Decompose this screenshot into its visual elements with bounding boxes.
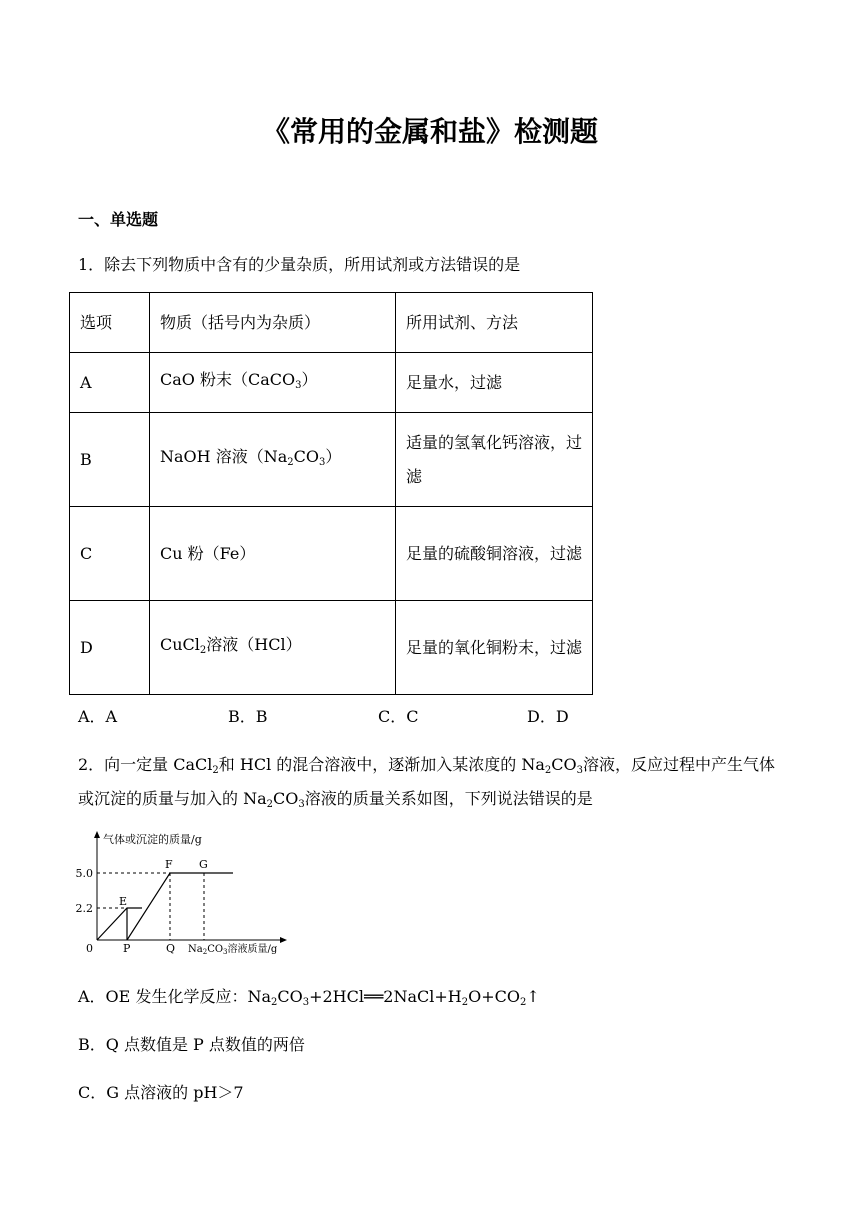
question-2-option-b[interactable]: B．Q 点数值是 P 点数值的两倍 [78,1035,305,1054]
table-row [70,413,593,507]
point-label-p: P [123,942,131,955]
answer-option-a[interactable]: A．A [78,707,118,726]
table-cell-method: 足量的氧化铜粉末，过滤 [396,601,593,695]
table-header-row [70,293,593,353]
question-2-option-c[interactable]: C．G 点溶液的 pH＞7 [78,1083,244,1102]
table-header-cell: 所用试剂、方法 [396,293,593,353]
point-label-f: F [165,858,173,871]
y-tick-5: 5.0 [75,867,93,880]
reaction-chart [70,828,310,958]
table-cell-substance: CaO 粉末（CaCO$_3$） [150,353,396,413]
table-cell-method: 足量水，过滤 [396,353,593,413]
point-label-q: Q [166,942,176,955]
table-cell-option: C [70,507,150,601]
table-cell-substance: CuCl$_2$溶液（HCl） [150,601,396,695]
point-label-e: E [119,895,128,908]
x-axis-arrow [280,937,287,943]
series-precipitate [127,873,233,940]
question-2-stem-line2: 或沉淀的质量与加入的 $Na_2CO_3$溶液的质量关系如图，下列说法错误的是 [78,789,593,810]
y-axis-arrow [94,831,100,838]
table-row [70,601,593,695]
table-cell-method: 足量的硫酸铜溶液，过滤 [396,507,593,601]
question-1-table [69,292,593,695]
y-tick-2-2: 2.2 [75,902,93,915]
question-1-stem: 1．除去下列物质中含有的少量杂质，所用试剂或方法错误的是 [78,255,521,274]
table-cell-substance: Cu 粉（Fe） [150,507,396,601]
y-axis-label: 气体或沉淀的质量/g [103,833,202,846]
table-row [70,353,593,413]
answer-option-b[interactable]: B．B [228,707,268,726]
answer-option-c[interactable]: C．C [378,707,419,726]
table-row [70,507,593,601]
table-cell-option: A [70,353,150,413]
x-axis-label: $Na_2CO_3$溶液质量/g [188,944,278,956]
table-cell-substance: NaOH 溶液$(Na_2CO_3)$ [150,413,396,507]
table-cell-option: B [70,413,150,507]
table-cell-method: 适量的氢氧化钙溶液，过滤 [396,413,593,507]
answer-option-d[interactable]: D．D [527,707,569,726]
point-label-g: G [199,858,208,871]
origin-label: 0 [86,942,93,955]
series-gas [97,908,142,940]
section-heading: 一、单选题 [78,210,159,229]
table-header-cell: 选项 [70,293,150,353]
question-2-stem-line1: 2．向一定量 CaCl$_2$和 HCl 的混合溶液中，逐渐加入某浓度的 $Na_2CO_3$溶液，反应过程中产生气体 [78,755,776,776]
table-cell-option: D [70,601,150,695]
page-title: 《常用的金属和盐》检测题 [261,115,598,148]
table-header-cell: 物质（括号内为杂质） [150,293,396,353]
question-2-option-a[interactable]: A．OE 发生化学反应：$Na_2CO_3+2HCl══2NaCl+H_2O+CO_2↑$ [78,987,540,1008]
